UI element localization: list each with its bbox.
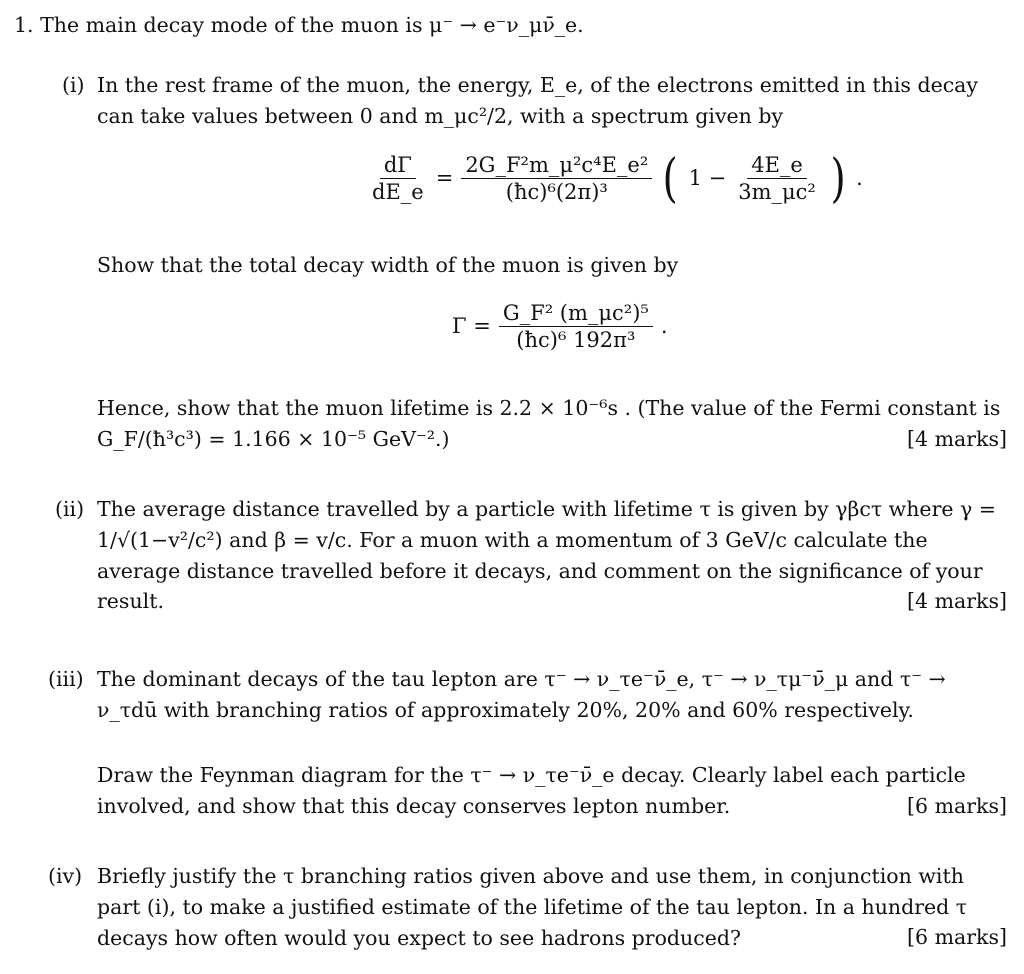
- part-i-show-text: Show that the total decay width of the muon is given by: [97, 253, 679, 277]
- left-paren: (: [662, 148, 679, 209]
- frac-energy-ratio: $\frac{4E\_e}{\text{3m\_μc²}}$: [738, 153, 816, 205]
- part-ii-marks: [4 marks]: [907, 589, 1007, 613]
- question-number: 1.: [14, 13, 34, 37]
- period: .: [660, 314, 668, 338]
- one-minus: 1 −: [688, 166, 727, 190]
- part-iv-label: (iv): [48, 864, 83, 888]
- part-iii-text2: Draw the Feynman diagram for the τ⁻ → ν_τe⁻ν̄_e decay. Clearly label each particle involved, and show that this decay conserves lepton number. [6 marks]: [97, 760, 1007, 821]
- frac-prefactor: $\frac{\text{2G\_F²m\_μ²c⁴E\_e²}}{\text{(ħc)⁶(2π)³}}$: [461, 152, 652, 206]
- part-i-hence-text: Hence, show that the muon lifetime is 2.2 × 10⁻⁶s . (The value of the Fermi constant is G_F/(ħ³c³) = 1.166 × 10⁻⁵ GeV⁻².) [4 marks]: [97, 393, 1007, 454]
- part-i-text: In the rest frame of the muon, the energy, E_e, of the electrons emitted in this decay can take values between 0 and m_μc²/2, with a spectrum given by: [97, 73, 978, 128]
- frac-dgamma-dEe: $\frac{d\Gamma}{dE\_e}$: [372, 153, 424, 205]
- frac-total-width: $\frac{\text{G\_F² (m\_μc²)⁵}}{\text{(ħc)⁶ 192π³}}$: [499, 300, 653, 354]
- gamma-lhs: Γ =: [452, 314, 491, 338]
- question-intro-line: [14, 10, 584, 41]
- part-i-label: (i): [62, 73, 85, 97]
- part-iv-text: Briefly justify the τ branching ratios given above and use them, in conjunction with part (i), to make a justified estimate of the lifetime of the tau lepton. In a hundred τ decays how often would you expect to see hadrons produced? [6 marks]: [97, 861, 1007, 953]
- part-iii-text: The dominant decays of the tau lepton are τ⁻ → ν_τe⁻ν̄_e, τ⁻ → ν_τμ⁻ν̄_μ and τ⁻ → ν_τdū with branching ratios of approximately 20%, 20% and 60% respectively.: [97, 667, 946, 722]
- part-iii-marks: [6 marks]: [907, 793, 1007, 818]
- part-ii-text: The average distance travelled by a particle with lifetime τ is given by γβcτ where γ = 1/√(1−v²/c²) and β = v/c. For a muon with a momentum of 3 GeV/c calculate the average distance travelled before it decays, and comment on the significance of your result. [4 marks]: [97, 494, 1007, 617]
- equation-total-width: [452, 300, 668, 354]
- part-ii-label: (ii): [55, 497, 85, 521]
- right-paren: ): [830, 148, 846, 209]
- part-iv-marks: [6 marks]: [907, 925, 1007, 950]
- question-intro: The main decay mode of the muon is μ⁻ → e⁻ν_μν̄_e.: [40, 13, 584, 37]
- part-i-marks: [4 marks]: [907, 426, 1007, 451]
- part-iii-label: (iii): [48, 667, 84, 691]
- period: .: [856, 166, 863, 190]
- equation-spectrum: [368, 148, 863, 209]
- equals-sign: =: [435, 166, 454, 190]
